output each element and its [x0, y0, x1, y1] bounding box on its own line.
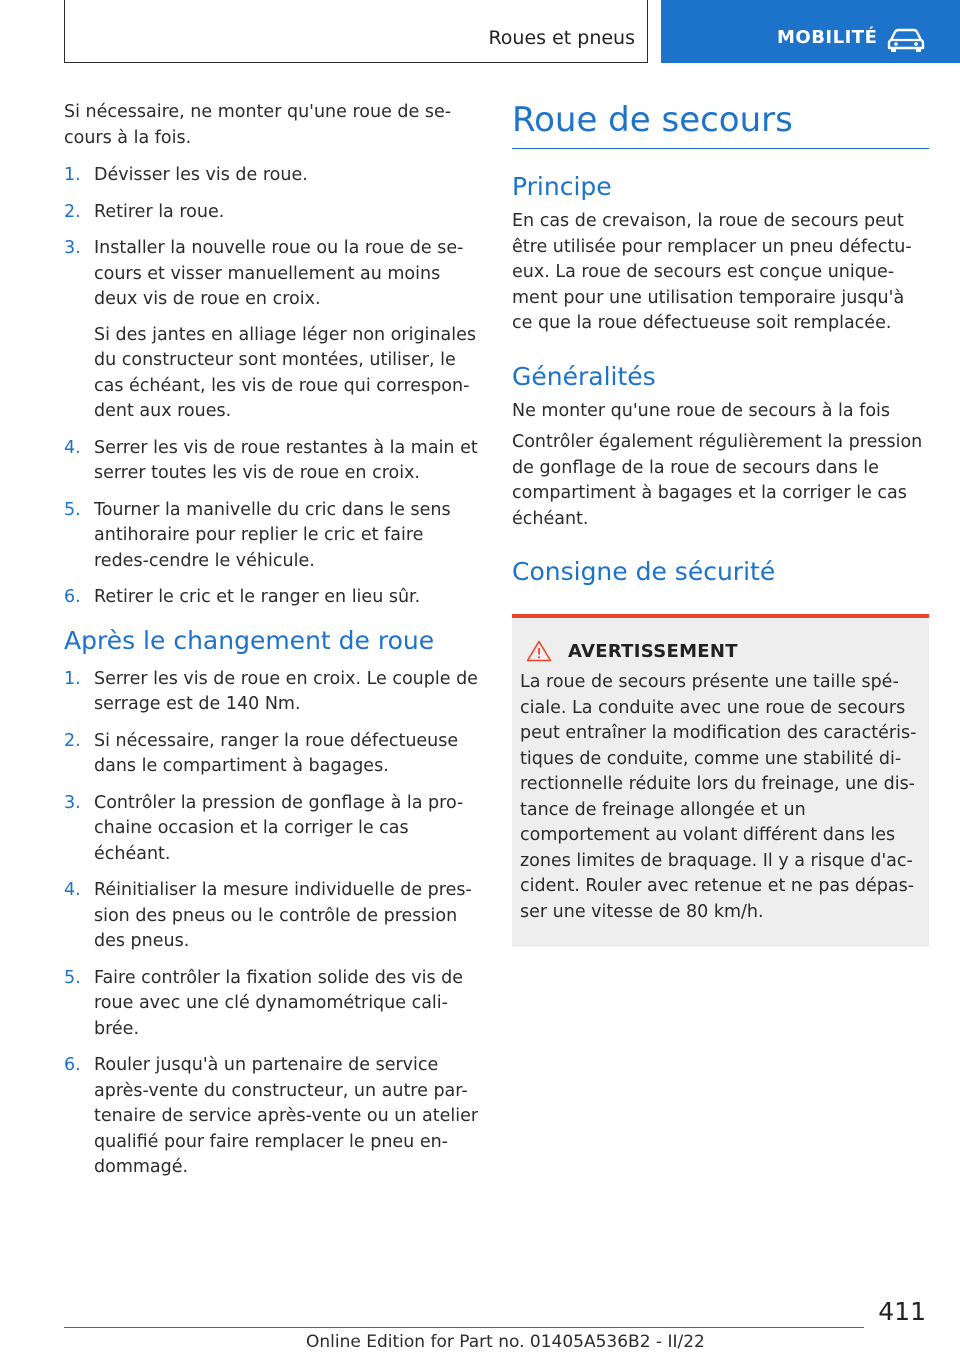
category-tab: [661, 0, 960, 63]
step-number: 6.: [64, 1055, 81, 1075]
list-item: [64, 236, 479, 425]
intro-paragraph: Si nécessaire, ne monter qu'une roue de se-cours à la fois.: [64, 102, 452, 148]
after-change-heading: Après le changement de roue: [64, 625, 435, 655]
step-text: Installer la nouvelle roue ou la roue de se-cours et visser manuellement au moins deux vis de roue en croix.: [94, 238, 464, 309]
spare-wheel-title: Roue de secours: [512, 100, 793, 140]
list-item: [64, 436, 479, 487]
principe-heading: Principe: [512, 172, 612, 201]
list-item: [64, 667, 479, 718]
list-item: [64, 791, 479, 868]
change-wheel-steps: [64, 163, 479, 611]
left-column: [64, 100, 479, 1192]
step-number: 4.: [64, 437, 81, 458]
generalites-heading: Généralités: [512, 361, 656, 391]
step-number: 5.: [64, 499, 81, 520]
page-number: 411: [878, 1297, 926, 1326]
step-text: Si nécessaire, ranger la roue défectueuse dans le compartiment à bagages.: [94, 730, 459, 776]
list-item: [64, 163, 479, 189]
list-item: [64, 1053, 479, 1181]
header-section-box: [64, 0, 648, 63]
step-number: 3.: [64, 238, 81, 258]
list-item: [64, 585, 479, 611]
step-text: Serrer les vis de roue en croix. Le couple de serrage est de 140 Nm.: [94, 668, 478, 714]
list-item: [64, 966, 479, 1043]
step-number: 4.: [64, 880, 81, 900]
step-text: Tourner la manivelle du cric dans le sens antihoraire pour replier le cric et faire redes-cendre le véhicule.: [94, 499, 451, 571]
consigne-heading: Consigne de sécurité: [512, 557, 776, 586]
step-number: 3.: [64, 792, 81, 813]
category-label: MOBILITÉ: [777, 27, 878, 48]
step-number: 2.: [64, 201, 81, 222]
generalites-paragraph-1: Ne monter qu'une roue de secours à la fois: [512, 400, 891, 421]
warning-title: AVERTISSEMENT: [568, 640, 738, 662]
step-text: Faire contrôler la fixation solide des vis de roue avec une clé dynamométrique cali-brée.: [94, 967, 464, 1039]
generalites-paragraph-2: Contrôler également régulièrement la pression de gonflage de la roue de secours dans le compartiment à bagages et la corriger le cas échéant.: [512, 432, 923, 529]
list-item: [64, 878, 479, 955]
step-number: 2.: [64, 730, 81, 751]
step-text: Réinitialiser la mesure individuelle de pres-sion des pneus ou le contrôle de pression des pneus.: [94, 880, 472, 951]
step-number: 1.: [64, 165, 81, 185]
warning-text: La roue de secours présente une taille spé-ciale. La conduite avec une roue de secours peut entraîner la modification des caractéris-tiques de conduite, comme une stabilité di-rectionnelle réduite lors du freinage, une dis-tance de freinage allongée et un comportement au volant différent dans les zones limites de braquage. Il y a risque d'ac-cident. Rouler avec retenue et ne pas dépas-ser une vitesse de 80 km/h.: [520, 672, 917, 922]
step-text: Rouler jusqu'à un partenaire de service après-vente du constructeur, un autre par-tenaire de service après-vente ou un atelier qualifié pour faire remplacer le pneu en-dommagé.: [94, 1055, 479, 1177]
step-text: Retirer le cric et le ranger en lieu sûr.: [94, 587, 421, 607]
section-title: Roues et pneus: [488, 27, 635, 49]
step-text: Dévisser les vis de roue.: [94, 165, 308, 185]
title-divider: [512, 148, 929, 149]
step-note: Si des jantes en alliage léger non originales du constructeur sont montées, utiliser, le cas échéant, les vis de roue qui correspon-dent aux roues.: [94, 324, 476, 421]
principe-paragraph: En cas de crevaison, la roue de secours peut être utilisée pour remplacer un pneu défectu-eux. La roue de secours est conçue unique-ment pour une utilisation temporaire jusqu'à ce que la roue défectueuse soit remplacée.: [512, 211, 912, 333]
list-item: [64, 200, 479, 226]
step-text: Contrôler la pression de gonflage à la pro-chaine occasion et la corriger le cas échéant.: [94, 792, 464, 864]
warning-header: [520, 640, 921, 662]
step-text: Retirer la roue.: [94, 201, 225, 222]
after-change-steps: [64, 667, 479, 1181]
step-number: 6.: [64, 587, 81, 607]
warning-triangle-icon: [526, 640, 552, 662]
step-number: 5.: [64, 967, 81, 988]
footer-divider: [64, 1327, 864, 1328]
warning-box: [512, 614, 929, 947]
list-item: [64, 729, 479, 780]
step-number: 1.: [64, 668, 81, 689]
edition-footer: Online Edition for Part no. 01405A536B2 - II/22: [306, 1332, 705, 1352]
car-icon: [887, 27, 925, 53]
step-text: Serrer les vis de roue restantes à la main et serrer toutes les vis de roue en croix.: [94, 437, 478, 483]
list-item: [64, 498, 479, 575]
right-column: [512, 100, 929, 947]
